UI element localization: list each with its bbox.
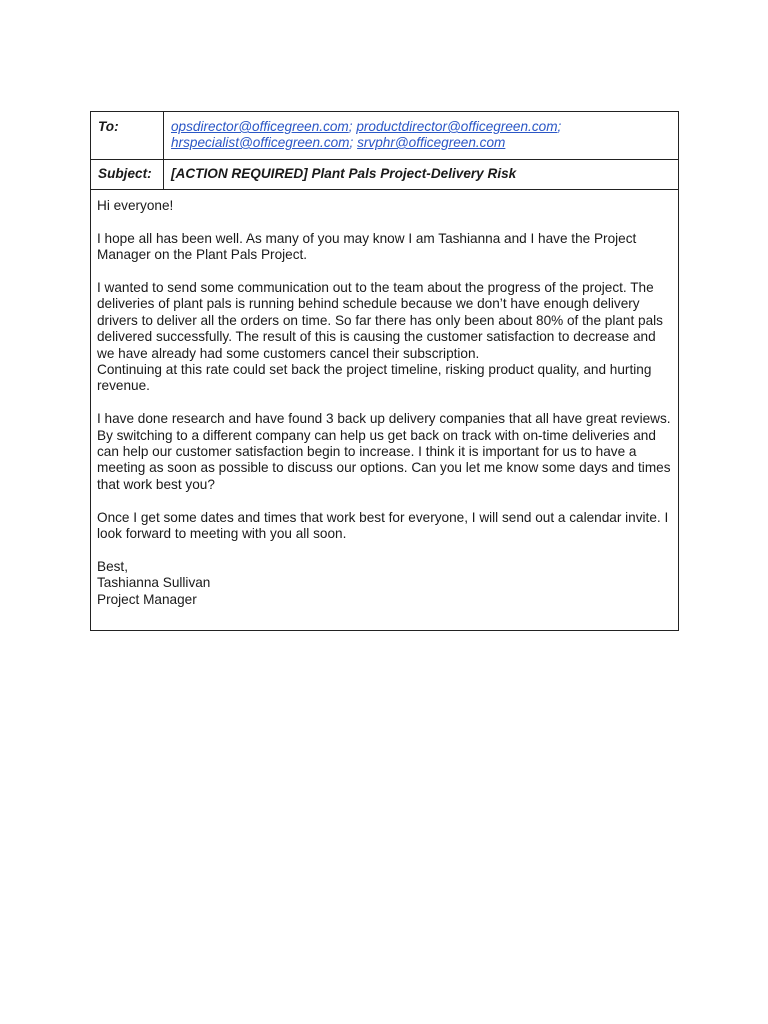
recipients-list [164,112,679,160]
recipient-separator: ; [349,135,354,150]
body-paragraph-proposal: I have done research and have found 3 back up delivery companies that all have great reviews. By switching to a different company can help us get back on track with on-time deliveries and can help our customer satisfaction begin to increase. I think it is important for us to have a meeting as soon as possible to discuss our options. Can you let me know some days and times that work best you? [97,411,671,492]
greeting: Hi everyone! [97,198,174,213]
recipient-link-srvphr[interactable]: srvphr@officegreen.com [357,135,506,150]
signature [97,559,672,608]
recipient-link-opsdirector[interactable]: opsdirector@officegreen.com [171,119,349,134]
recipient-link-hrspecialist[interactable]: hrspecialist@officegreen.com [171,135,350,150]
body-paragraph-closing: Once I get some dates and times that work best for everyone, I will send out a calendar invite. I look forward to meeting with you all soon. [97,509,669,542]
sender-title: Project Manager [97,591,197,607]
body-paragraph-progress: I wanted to send some communication out to the team about the progress of the project. The deliveries of plant pals is running behind schedule because we don’t have enough delivery drivers to deliver all the orders on time. So far there has only been about 80% of the plant pals delivered successfully. The result of this is causing the customer satisfaction to decrease and we have already had some customers cancel their subscription. [97,280,663,361]
subject-cell [164,160,679,190]
recipient-separator: ; [557,119,562,134]
recipient-separator: ; [348,119,353,134]
body-paragraph-risk: Continuing at this rate could set back the project timeline, risking product quality, and hurting revenue. [97,362,652,394]
subject-label: Subject: [91,160,164,190]
sender-name: Tashianna Sullivan [97,575,211,591]
email-body [91,190,679,631]
body-paragraph-intro: I hope all has been well. As many of you may know I am Tashianna and I have the Project Manager on the Plant Pals Project. [97,230,637,263]
email-document [90,111,679,631]
signoff: Best, [97,558,128,574]
recipient-link-productdirector[interactable]: productdirector@officegreen.com [356,119,558,134]
body-row [91,190,679,631]
to-row [91,112,679,160]
to-label: To: [91,112,164,160]
subject-row [91,160,679,190]
subject-text: [ACTION REQUIRED] Plant Pals Project-Delivery Risk [171,166,517,181]
